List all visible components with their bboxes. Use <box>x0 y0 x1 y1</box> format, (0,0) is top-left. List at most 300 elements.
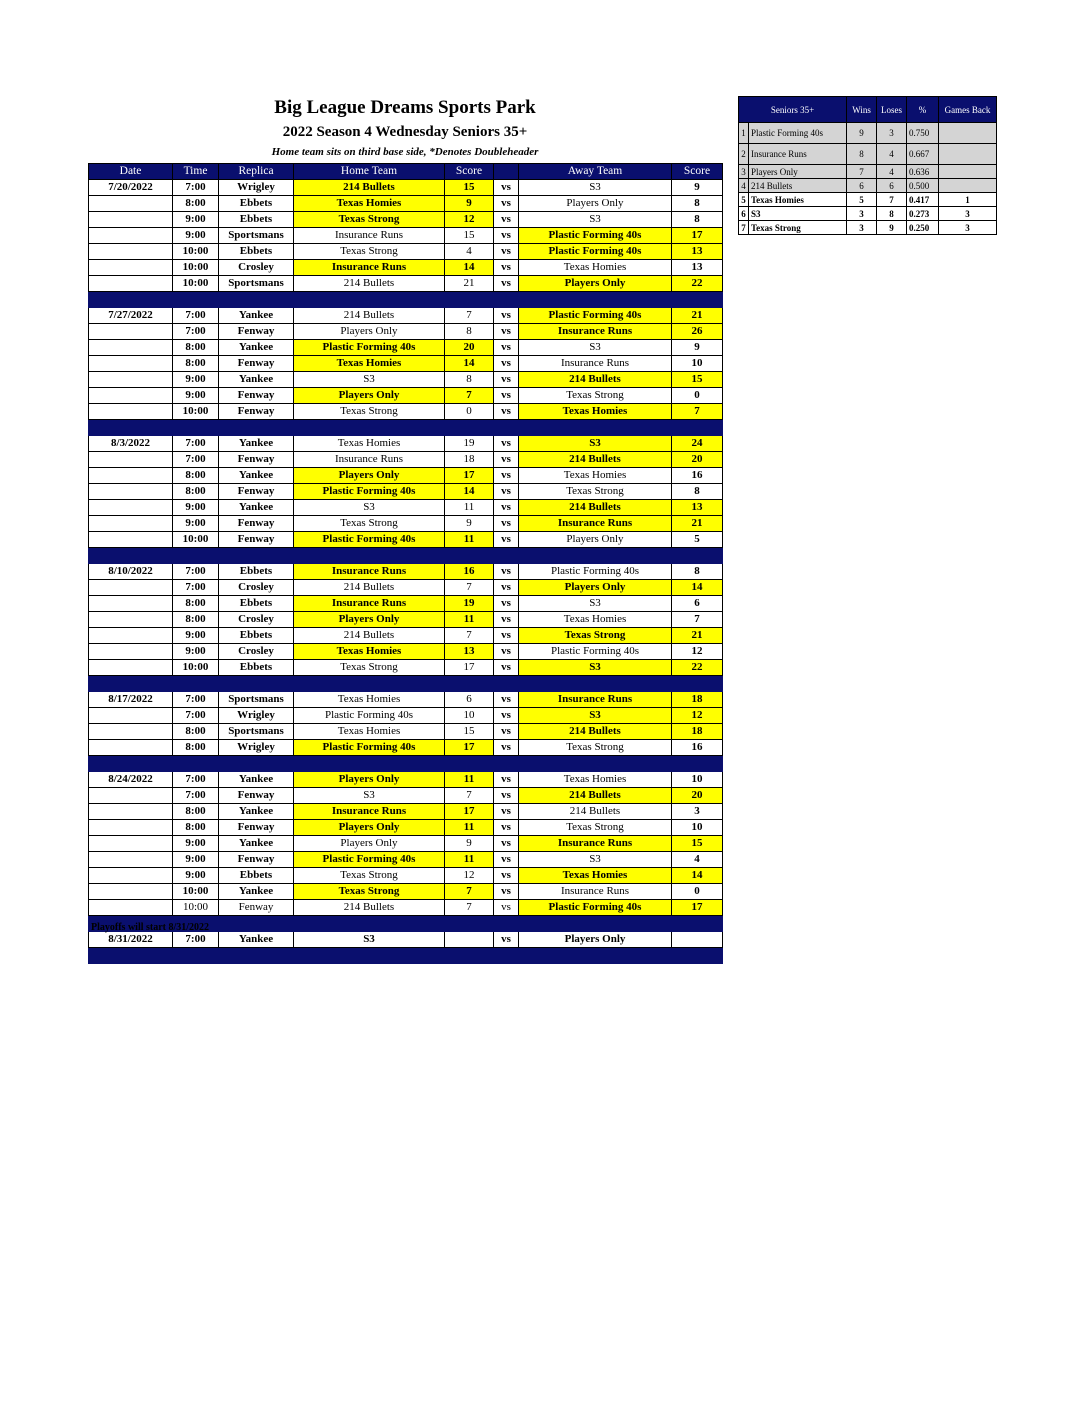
home-score: 10 <box>445 708 494 724</box>
game-row <box>89 772 723 788</box>
home-team-note: Home team sits on third base side, *Denotes Doubleheader <box>271 146 539 158</box>
away-score: 21 <box>672 628 723 644</box>
game-replica: Wrigley <box>219 708 294 724</box>
home-team: Players Only <box>294 772 445 788</box>
game-replica: Fenway <box>219 404 294 420</box>
separator-cell <box>494 756 519 772</box>
game-replica: Ebbets <box>219 212 294 228</box>
away-score: 9 <box>672 340 723 356</box>
home-score: 15 <box>445 180 494 196</box>
schedule-header-row <box>89 164 723 180</box>
standings-col-division: Seniors 35+ <box>739 97 847 123</box>
vs-label: vs <box>494 596 519 612</box>
game-row <box>89 868 723 884</box>
home-team: Texas Strong <box>294 516 445 532</box>
vs-label: vs <box>494 724 519 740</box>
home-team: 214 Bullets <box>294 900 445 916</box>
home-team: 214 Bullets <box>294 180 445 196</box>
away-score <box>672 932 723 948</box>
away-team: S3 <box>519 708 672 724</box>
standings-pct: 0.417 <box>907 193 939 207</box>
home-team: Plastic Forming 40s <box>294 708 445 724</box>
game-time: 10:00 <box>173 532 219 548</box>
away-score: 4 <box>672 852 723 868</box>
away-team: Insurance Runs <box>519 516 672 532</box>
away-score: 8 <box>672 564 723 580</box>
col-away-score: Score <box>672 164 723 180</box>
game-row <box>89 564 723 580</box>
vs-label: vs <box>494 708 519 724</box>
game-row <box>89 228 723 244</box>
separator-cell <box>494 948 519 964</box>
game-time: 8:00 <box>173 356 219 372</box>
standings-row <box>739 207 997 221</box>
standings-team: Players Only <box>749 165 847 179</box>
separator-cell <box>89 676 173 692</box>
vs-label: vs <box>494 404 519 420</box>
game-replica: Yankee <box>219 340 294 356</box>
away-score: 14 <box>672 580 723 596</box>
home-score: 20 <box>445 340 494 356</box>
game-time: 7:00 <box>173 708 219 724</box>
home-score: 11 <box>445 820 494 836</box>
game-replica: Ebbets <box>219 628 294 644</box>
page-subtitle: 2022 Season 4 Wednesday Seniors 35+ <box>282 124 528 140</box>
separator-cell <box>219 420 294 436</box>
standings-team: Texas Strong <box>749 221 847 235</box>
standings-body <box>739 123 997 235</box>
game-replica: Wrigley <box>219 740 294 756</box>
separator-cell <box>173 948 219 964</box>
standings-team: Texas Homies <box>749 193 847 207</box>
home-score: 16 <box>445 564 494 580</box>
game-time: 10:00 <box>173 884 219 900</box>
away-score: 20 <box>672 452 723 468</box>
standings-games-back: 3 <box>939 207 997 221</box>
game-replica: Fenway <box>219 852 294 868</box>
game-replica: Yankee <box>219 308 294 324</box>
game-time: 9:00 <box>173 852 219 868</box>
standings-row <box>739 123 997 144</box>
away-team: Texas Homies <box>519 772 672 788</box>
separator-cell <box>173 420 219 436</box>
home-team: Insurance Runs <box>294 564 445 580</box>
standings-row <box>739 165 997 179</box>
home-team: Texas Homies <box>294 692 445 708</box>
home-score: 21 <box>445 276 494 292</box>
separator-cell <box>89 756 173 772</box>
game-replica: Yankee <box>219 932 294 948</box>
game-date <box>89 580 173 596</box>
game-replica: Crosley <box>219 644 294 660</box>
separator-cell <box>672 676 723 692</box>
home-score: 7 <box>445 628 494 644</box>
game-time: 9:00 <box>173 868 219 884</box>
separator-cell <box>294 292 445 308</box>
game-replica: Yankee <box>219 772 294 788</box>
week-separator <box>89 292 723 308</box>
game-row <box>89 276 723 292</box>
vs-label: vs <box>494 260 519 276</box>
standings-wins: 3 <box>847 221 877 235</box>
vs-label: vs <box>494 340 519 356</box>
game-replica: Ebbets <box>219 564 294 580</box>
vs-label: vs <box>494 484 519 500</box>
home-team: S3 <box>294 932 445 948</box>
game-time: 7:00 <box>173 932 219 948</box>
game-date <box>89 484 173 500</box>
standings-loses: 7 <box>877 193 907 207</box>
game-replica: Crosley <box>219 260 294 276</box>
game-time: 7:00 <box>173 772 219 788</box>
away-score: 22 <box>672 660 723 676</box>
home-team: Insurance Runs <box>294 804 445 820</box>
home-score: 19 <box>445 596 494 612</box>
game-row <box>89 708 723 724</box>
game-row <box>89 900 723 916</box>
schedule-table <box>88 163 723 964</box>
standings-wins: 6 <box>847 179 877 193</box>
standings-rank: 5 <box>739 193 749 207</box>
vs-label: vs <box>494 324 519 340</box>
home-score: 11 <box>445 500 494 516</box>
game-row <box>89 340 723 356</box>
game-row <box>89 692 723 708</box>
home-team: Texas Strong <box>294 884 445 900</box>
away-score: 18 <box>672 724 723 740</box>
home-team: Texas Homies <box>294 644 445 660</box>
game-time: 7:00 <box>173 580 219 596</box>
game-replica: Yankee <box>219 436 294 452</box>
vs-label: vs <box>494 212 519 228</box>
separator-cell <box>494 676 519 692</box>
separator-cell <box>519 756 672 772</box>
away-team: Plastic Forming 40s <box>519 228 672 244</box>
game-row <box>89 372 723 388</box>
game-row <box>89 740 723 756</box>
away-team: Texas Strong <box>519 484 672 500</box>
vs-label: vs <box>494 884 519 900</box>
home-score: 11 <box>445 532 494 548</box>
away-team: Plastic Forming 40s <box>519 244 672 260</box>
game-replica: Yankee <box>219 500 294 516</box>
away-team: Players Only <box>519 532 672 548</box>
game-date: 8/31/2022 <box>89 932 173 948</box>
game-date <box>89 884 173 900</box>
week-separator <box>89 548 723 564</box>
game-time: 10:00 <box>173 900 219 916</box>
game-time: 10:00 <box>173 660 219 676</box>
away-score: 12 <box>672 644 723 660</box>
game-date <box>89 820 173 836</box>
home-team: Plastic Forming 40s <box>294 740 445 756</box>
game-row <box>89 820 723 836</box>
away-score: 9 <box>672 180 723 196</box>
away-score: 14 <box>672 868 723 884</box>
home-score: 17 <box>445 740 494 756</box>
game-replica: Fenway <box>219 388 294 404</box>
vs-label: vs <box>494 788 519 804</box>
away-score: 8 <box>672 212 723 228</box>
game-time: 8:00 <box>173 340 219 356</box>
standings-rank: 7 <box>739 221 749 235</box>
game-replica: Yankee <box>219 884 294 900</box>
vs-label: vs <box>494 692 519 708</box>
game-time: 9:00 <box>173 836 219 852</box>
game-time: 9:00 <box>173 500 219 516</box>
game-row <box>89 788 723 804</box>
separator-cell <box>219 916 294 932</box>
home-score: 7 <box>445 580 494 596</box>
game-time: 10:00 <box>173 260 219 276</box>
game-time: 7:00 <box>173 436 219 452</box>
away-score: 16 <box>672 468 723 484</box>
game-time: 10:00 <box>173 276 219 292</box>
home-team: Texas Homies <box>294 356 445 372</box>
game-replica: Fenway <box>219 900 294 916</box>
separator-cell <box>294 676 445 692</box>
standings-rank: 6 <box>739 207 749 221</box>
home-team: Players Only <box>294 388 445 404</box>
game-row <box>89 516 723 532</box>
away-team: 214 Bullets <box>519 804 672 820</box>
game-date: 7/20/2022 <box>89 180 173 196</box>
game-date <box>89 660 173 676</box>
home-score: 7 <box>445 308 494 324</box>
game-replica: Fenway <box>219 484 294 500</box>
separator-cell <box>494 916 519 932</box>
game-time: 7:00 <box>173 452 219 468</box>
game-date: 8/17/2022 <box>89 692 173 708</box>
home-team: S3 <box>294 788 445 804</box>
game-time: 8:00 <box>173 612 219 628</box>
away-team: Texas Strong <box>519 628 672 644</box>
game-replica: Fenway <box>219 452 294 468</box>
home-score: 14 <box>445 484 494 500</box>
game-date <box>89 356 173 372</box>
away-score: 8 <box>672 196 723 212</box>
game-time: 7:00 <box>173 788 219 804</box>
standings-games-back: 3 <box>939 221 997 235</box>
home-team: Texas Homies <box>294 436 445 452</box>
separator-cell <box>672 548 723 564</box>
separator-cell <box>173 756 219 772</box>
game-date <box>89 228 173 244</box>
week-separator <box>89 948 723 964</box>
vs-label: vs <box>494 372 519 388</box>
home-score: 15 <box>445 724 494 740</box>
game-row <box>89 452 723 468</box>
game-time: 7:00 <box>173 692 219 708</box>
separator-cell <box>519 548 672 564</box>
away-team: 214 Bullets <box>519 500 672 516</box>
game-row <box>89 836 723 852</box>
away-score: 12 <box>672 708 723 724</box>
game-date <box>89 804 173 820</box>
home-team: Texas Strong <box>294 404 445 420</box>
away-team: Plastic Forming 40s <box>519 900 672 916</box>
col-home-team: Home Team <box>294 164 445 180</box>
home-score: 4 <box>445 244 494 260</box>
home-team: Players Only <box>294 612 445 628</box>
game-row <box>89 404 723 420</box>
col-date: Date <box>89 164 173 180</box>
separator-cell <box>672 292 723 308</box>
home-score: 15 <box>445 228 494 244</box>
separator-cell <box>294 916 445 932</box>
game-replica: Sportsmans <box>219 692 294 708</box>
game-replica: Wrigley <box>219 180 294 196</box>
home-team: 214 Bullets <box>294 308 445 324</box>
game-row <box>89 324 723 340</box>
separator-cell <box>494 548 519 564</box>
game-row <box>89 660 723 676</box>
separator-cell <box>173 548 219 564</box>
standings-wins: 8 <box>847 144 877 165</box>
game-time: 8:00 <box>173 596 219 612</box>
standings-header-row <box>739 97 997 123</box>
separator-cell <box>219 548 294 564</box>
away-score: 3 <box>672 804 723 820</box>
game-date <box>89 788 173 804</box>
game-replica: Yankee <box>219 836 294 852</box>
game-time: 8:00 <box>173 740 219 756</box>
game-row <box>89 244 723 260</box>
separator-cell <box>445 756 494 772</box>
standings-loses: 6 <box>877 179 907 193</box>
standings-pct: 0.500 <box>907 179 939 193</box>
away-score: 10 <box>672 820 723 836</box>
game-replica: Fenway <box>219 788 294 804</box>
away-score: 17 <box>672 900 723 916</box>
standings-row <box>739 144 997 165</box>
game-row <box>89 500 723 516</box>
game-replica: Sportsmans <box>219 228 294 244</box>
separator-cell <box>89 948 173 964</box>
home-team: Insurance Runs <box>294 452 445 468</box>
separator-cell <box>219 676 294 692</box>
game-replica: Ebbets <box>219 660 294 676</box>
away-team: Texas Homies <box>519 260 672 276</box>
game-row <box>89 180 723 196</box>
vs-label: vs <box>494 564 519 580</box>
home-team: Insurance Runs <box>294 596 445 612</box>
vs-label: vs <box>494 612 519 628</box>
away-team: 214 Bullets <box>519 788 672 804</box>
standings-loses: 4 <box>877 144 907 165</box>
separator-cell <box>519 420 672 436</box>
game-date <box>89 836 173 852</box>
schedule-body <box>89 180 723 964</box>
game-replica: Sportsmans <box>219 276 294 292</box>
vs-label: vs <box>494 820 519 836</box>
game-date: 8/24/2022 <box>89 772 173 788</box>
separator-cell <box>445 548 494 564</box>
standings-games-back: 1 <box>939 193 997 207</box>
separator-cell <box>445 676 494 692</box>
separator-cell <box>294 756 445 772</box>
game-row <box>89 932 723 948</box>
vs-label: vs <box>494 180 519 196</box>
standings-pct: 0.750 <box>907 123 939 144</box>
standings-row <box>739 221 997 235</box>
away-team: 214 Bullets <box>519 372 672 388</box>
game-date <box>89 532 173 548</box>
home-score: 6 <box>445 692 494 708</box>
away-team: S3 <box>519 180 672 196</box>
away-team: S3 <box>519 596 672 612</box>
away-team: 214 Bullets <box>519 452 672 468</box>
home-team: Insurance Runs <box>294 260 445 276</box>
home-team: Plastic Forming 40s <box>294 532 445 548</box>
game-date <box>89 372 173 388</box>
game-date <box>89 708 173 724</box>
standings-wins: 3 <box>847 207 877 221</box>
game-date <box>89 388 173 404</box>
away-team: Insurance Runs <box>519 324 672 340</box>
home-score: 9 <box>445 516 494 532</box>
home-score: 13 <box>445 644 494 660</box>
separator-cell <box>219 756 294 772</box>
separator-cell <box>494 420 519 436</box>
home-team: Players Only <box>294 468 445 484</box>
away-team: Players Only <box>519 932 672 948</box>
home-score: 11 <box>445 852 494 868</box>
vs-label: vs <box>494 356 519 372</box>
standings-pct: 0.636 <box>907 165 939 179</box>
game-time: 8:00 <box>173 468 219 484</box>
game-row <box>89 468 723 484</box>
game-date <box>89 644 173 660</box>
game-row <box>89 356 723 372</box>
game-time: 8:00 <box>173 724 219 740</box>
away-score: 13 <box>672 260 723 276</box>
standings-games-back <box>939 165 997 179</box>
col-home-score: Score <box>445 164 494 180</box>
home-score: 8 <box>445 324 494 340</box>
game-time: 9:00 <box>173 388 219 404</box>
separator-cell <box>219 948 294 964</box>
game-time: 10:00 <box>173 244 219 260</box>
home-score: 12 <box>445 212 494 228</box>
game-row <box>89 852 723 868</box>
game-row <box>89 644 723 660</box>
vs-label: vs <box>494 852 519 868</box>
standings-col-pct: % <box>907 97 939 123</box>
home-score: 18 <box>445 452 494 468</box>
home-team: Texas Strong <box>294 660 445 676</box>
home-score: 9 <box>445 836 494 852</box>
home-score: 14 <box>445 356 494 372</box>
standings-games-back <box>939 179 997 193</box>
home-score: 11 <box>445 612 494 628</box>
away-team: Plastic Forming 40s <box>519 644 672 660</box>
game-time: 8:00 <box>173 484 219 500</box>
vs-label: vs <box>494 452 519 468</box>
separator-cell <box>173 676 219 692</box>
separator-cell <box>672 756 723 772</box>
home-team: 214 Bullets <box>294 276 445 292</box>
game-date <box>89 212 173 228</box>
game-time: 7:00 <box>173 308 219 324</box>
away-score: 18 <box>672 692 723 708</box>
away-team: Texas Homies <box>519 404 672 420</box>
standings-wins: 7 <box>847 165 877 179</box>
home-score: 7 <box>445 788 494 804</box>
vs-label: vs <box>494 772 519 788</box>
home-team: Plastic Forming 40s <box>294 340 445 356</box>
playoffs-note: Playoffs will start 8/31/2022 <box>91 922 210 933</box>
